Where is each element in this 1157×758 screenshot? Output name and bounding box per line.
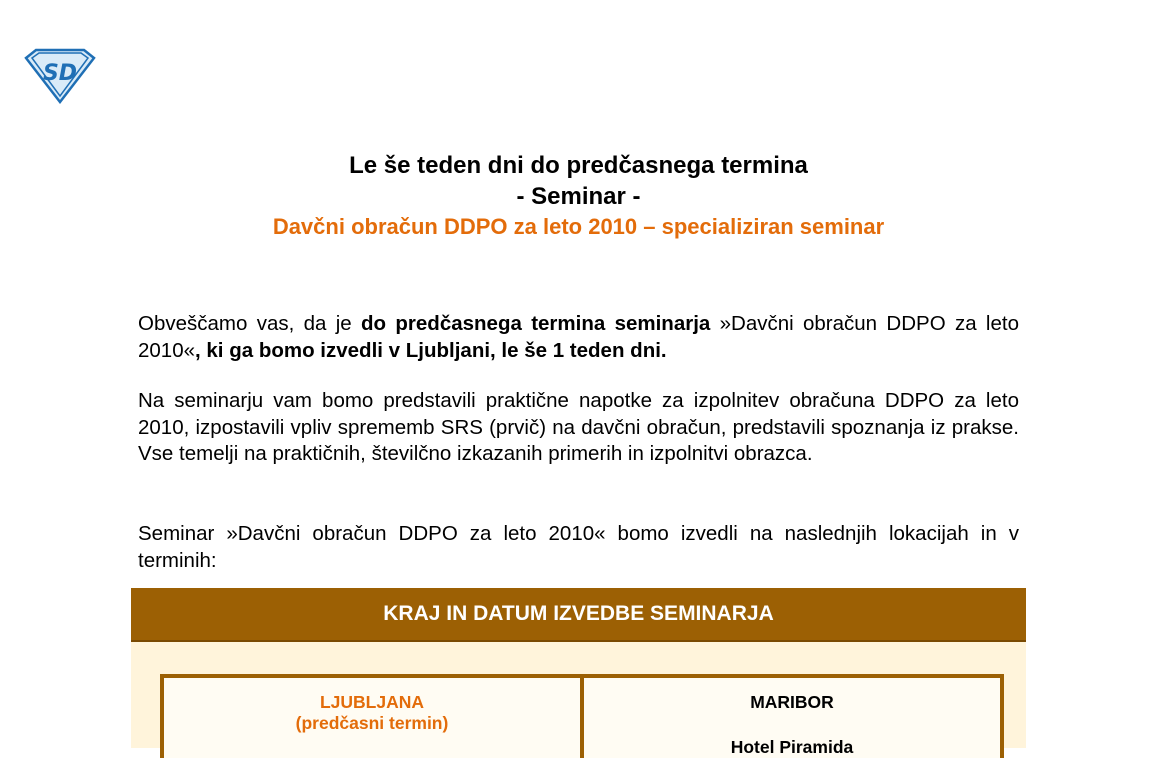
location-venue: Hotel Piramida — [730, 737, 854, 757]
intro-paragraph — [138, 311, 1019, 364]
location-grid — [160, 674, 1004, 758]
page-title: Le še teden dni do predčasnega termina — [349, 152, 808, 179]
location-city: MARIBOR — [750, 692, 834, 712]
schedule-table — [131, 588, 1026, 757]
description-paragraph: Na seminarju vam bomo predstavili praktične napotke za izpolnitev obračuna DDPO za leto 2010, izpostavili vpliv sprememb SRS (prvič) na davčni obračun, predstavili spoznanja iz prakse. Vse temelji na praktičnih, številčno izkazanih primerih in izpolnitvi obrazca. — [138, 389, 1019, 465]
location-city: LJUBLJANA — [319, 692, 425, 712]
intro-text-1: Obveščamo vas, da je — [138, 312, 362, 335]
intro-text-bold-1: do predčasnega termina seminarja — [361, 312, 711, 335]
location-ljubljana — [164, 678, 580, 758]
sd-logo — [22, 48, 98, 104]
schedule-header: KRAJ IN DATUM IZVEDBE SEMINARJA — [131, 588, 1026, 642]
logo-lettering: SD — [42, 61, 78, 86]
location-maribor — [580, 678, 1000, 758]
location-note: (predčasni termin) — [295, 713, 449, 733]
locations-intro-paragraph: Seminar »Davčni obračun DDPO za leto 2010« bomo izvedli na naslednjih lokacijah in v terminih: — [138, 522, 1019, 572]
title-block — [0, 150, 1157, 242]
intro-text-bold-2: , ki ga bomo izvedli v Ljubljani, le še 1 teden dni. — [195, 338, 667, 362]
page-title-line2: - Seminar - — [516, 183, 641, 210]
seminar-subtitle: Davčni obračun DDPO za leto 2010 – specializiran seminar — [272, 214, 885, 239]
intro-text-2: »Davčni obračun DDPO za leto 2010« — [138, 312, 1019, 362]
